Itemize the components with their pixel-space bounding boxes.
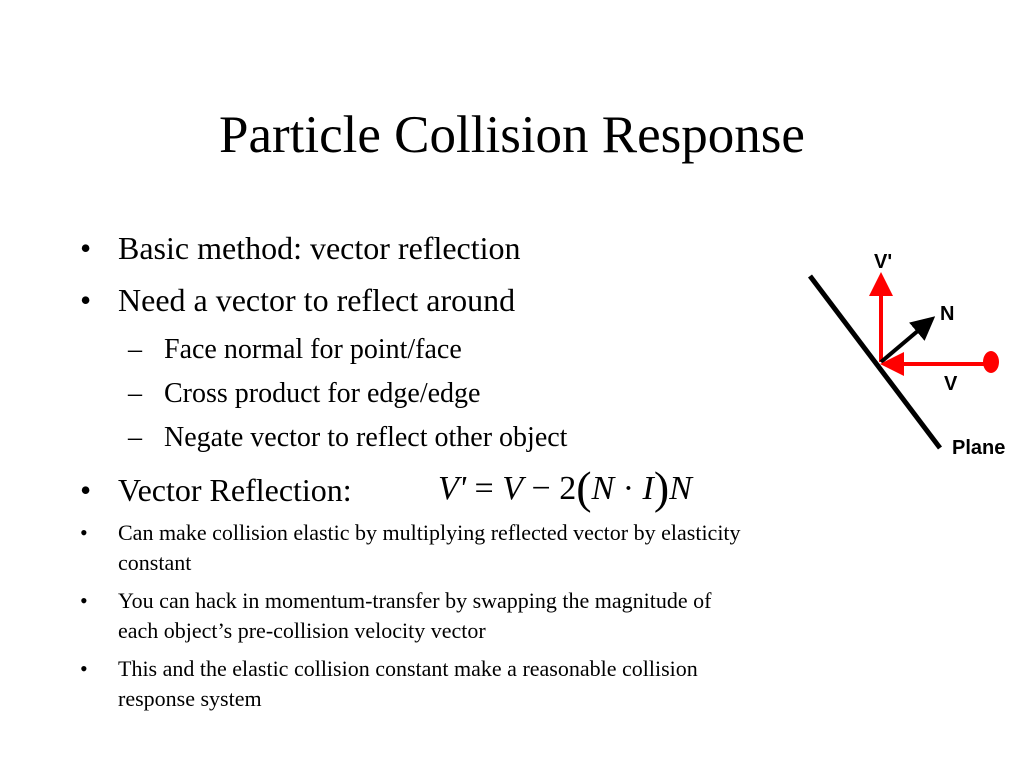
bullet-marker: •: [80, 588, 88, 613]
sub-bullet-text: Negate vector to reflect other object: [164, 422, 568, 453]
eq-v: V: [502, 470, 524, 507]
label-v: V: [944, 373, 958, 395]
bullet-marker: •: [80, 472, 92, 508]
sub-bullet-marker: –: [128, 378, 142, 409]
label-vprime: V': [874, 251, 893, 273]
eq-lparen: (: [576, 462, 592, 513]
bullet-marker: •: [80, 656, 88, 681]
bullet-marker: •: [80, 282, 92, 318]
sub-bullet-text: Face normal for point/face: [164, 334, 462, 365]
sub-bullet-marker: –: [128, 422, 142, 453]
bullet-text: Need a vector to reflect around: [118, 282, 516, 318]
bullet-marker: •: [80, 520, 88, 545]
bullet-text: Vector Reflection:: [118, 472, 352, 508]
bullet-text-line: constant: [118, 550, 192, 575]
bullet-text-line: Can make collision elastic by multiplying reflected vector by elasticity: [118, 520, 741, 545]
bullet-text: Basic method: vector reflection: [118, 230, 521, 266]
eq-minus: −: [531, 470, 551, 507]
eq-n: N: [669, 470, 692, 507]
bullet-text-line: This and the elastic collision constant make a reasonable collision: [118, 656, 698, 681]
bullet-text-line: each object’s pre-collision velocity vector: [118, 618, 486, 643]
eq-two: 2: [559, 470, 577, 507]
eq-i: I: [642, 470, 654, 507]
bullet-text: [118, 654, 698, 714]
eq-rparen: ): [653, 462, 670, 513]
label-plane: Plane: [952, 437, 1006, 459]
bullet-text-line: response system: [118, 686, 262, 711]
sub-bullet-marker: –: [128, 334, 142, 365]
bullet-text: [118, 518, 741, 578]
reflection-diagram: [800, 240, 1024, 470]
label-n: N: [940, 303, 955, 325]
normal-vector-arrow: [881, 324, 926, 362]
slide-title: Particle Collision Response: [219, 106, 805, 164]
bullet-text-line: You can hack in momentum-transfer by swapping the magnitude of: [118, 588, 712, 613]
eq-vprime: V': [438, 470, 467, 507]
sub-bullet-text: Cross product for edge/edge: [164, 378, 481, 409]
bullet-text: [118, 586, 711, 646]
eq-n: N: [591, 470, 615, 507]
eq-dot: ·: [622, 470, 635, 507]
bullet-marker: •: [80, 230, 92, 266]
eq-equals: =: [474, 470, 494, 507]
reflection-equation: [438, 464, 692, 514]
particle-dot: [983, 351, 999, 373]
